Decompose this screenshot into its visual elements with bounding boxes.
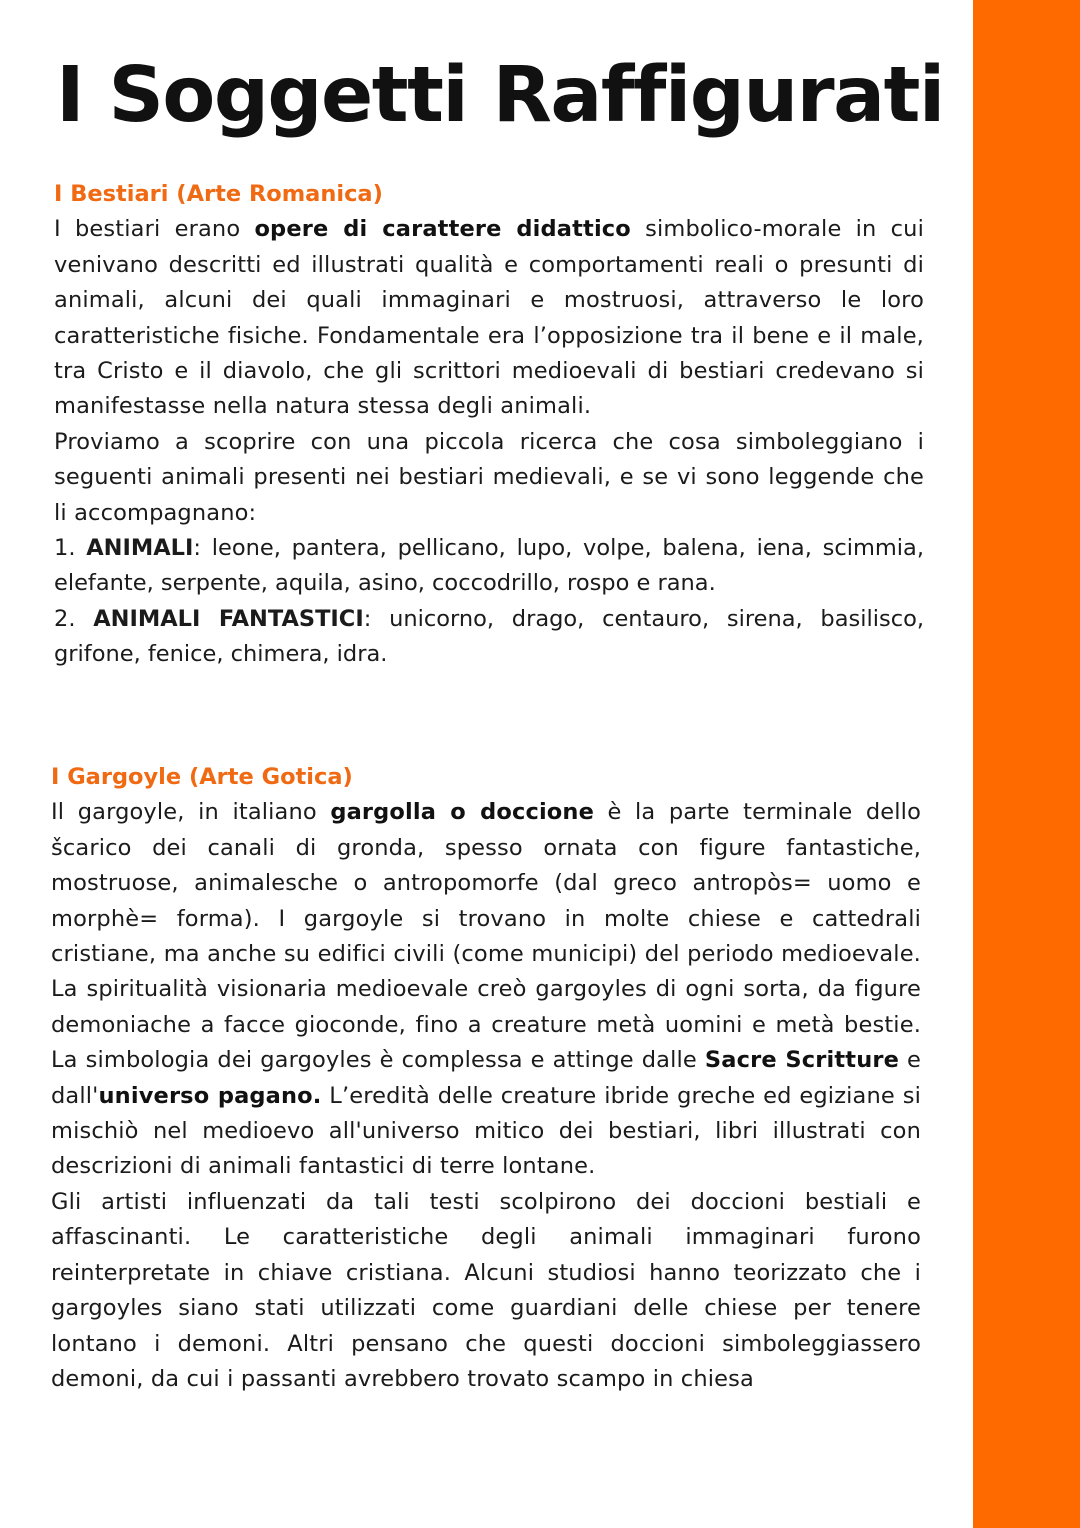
list-text: : leone, pantera, pellicano, lupo, volpe, balena, iena, scimmia, elefante, serpente, aquila, asino, coccodrillo, rospo e rana.: [54, 535, 924, 597]
section-bestiari: [54, 177, 924, 673]
paragraph-gargoyle-artists: Gli artisti influenzati da tali testi scolpirono dei doccioni bestiali e affascinanti. Le caratteristiche degli animali immaginari furono reinterpretate in chiave cristiana. Alcuni studiosi hanno teorizzato che i gargoyles siano stati utilizzati come guardiani delle chiese per tenere lontano i demoni. Altri pensano che questi doccioni simboleggiassero demoni, da cui i passanti avrebbero trovato scampo in chiesa: [51, 1188, 921, 1392]
text-run: L’eredità delle creature ibride greche ed egiziane si mischiò nel medioevo all'universo mitico dei bestiari, libri illustrati con descrizioni di animali fantastici di terre lontane.: [51, 1082, 921, 1180]
list-text: : unicorno, drago, centauro, sirena, basilisco, grifone, fenice, chimera, idra.: [54, 605, 924, 668]
list-item-animali: [54, 531, 924, 602]
paragraph-bestiari-research: Proviamo a scoprire con una piccola ricerca che cosa simboleggiano i seguenti animali presenti nei bestiari medievali, e se vi sono leggende che li accompagnano:: [54, 428, 924, 526]
list-label: ANIMALI FANTASTICI: [93, 605, 364, 632]
orange-side-bar: [973, 0, 1080, 1528]
list-number: 1.: [54, 535, 87, 562]
page-title: I Soggetti Raffigurati: [56, 51, 944, 140]
section-heading-bestiari: I Bestiari (Arte Romanica): [54, 181, 383, 207]
animal-list: [54, 531, 924, 673]
bold-text: Sacre Scritture: [704, 1047, 900, 1074]
section-gargoyle: [51, 760, 921, 1397]
list-item-animali-fantastici: [54, 602, 924, 673]
text-run: I bestiari erano: [54, 216, 255, 243]
text-run: è la parte terminale dello šcarico dei canali di gronda, spesso ornata con figure fantastiche, mostruose, animalesche o antropomorfe (dal greco antropòs= uomo e morphè= forma). I gargoyle si trovano in molte chiese e cattedrali cristiane, ma anche su edifici civili (come municipi) del periodo medioevale. La spiritualità visionaria medioevale creò gargoyles di ogni sorta, da figure demoniache a facce gioconde, fino a creature metà uomini e metà bestie. La simbologia dei gargoyles è complessa e attinge dalle: [51, 799, 921, 1074]
text-run: simbolico-morale in cui venivano descritti ed illustrati qualità e comportamenti reali o presunti di animali, alcuni dei quali immaginari e mostruosi, attraverso le loro caratteristiche fisiche. Fondamentale era l’opposizione tra il bene e il male, tra Cristo e il diavolo, che gli scrittori medioevali di bestiari credevano si manifestasse nella natura stessa degli animali.: [54, 216, 924, 420]
paragraph-bestiari-intro: [54, 212, 924, 424]
bold-text: gargolla o doccione: [330, 799, 594, 826]
text-run: e dall': [51, 1047, 922, 1109]
section-heading-gargoyle: I Gargoyle (Arte Gotica): [51, 764, 353, 790]
text-run: Il gargoyle, in italiano: [51, 799, 331, 826]
paragraph-gargoyle-intro: [51, 795, 921, 1184]
list-label: ANIMALI: [86, 535, 194, 562]
bold-text: universo pagano.: [98, 1082, 322, 1109]
bold-text: opere di carattere didattico: [254, 216, 631, 243]
list-number: 2.: [54, 605, 94, 632]
